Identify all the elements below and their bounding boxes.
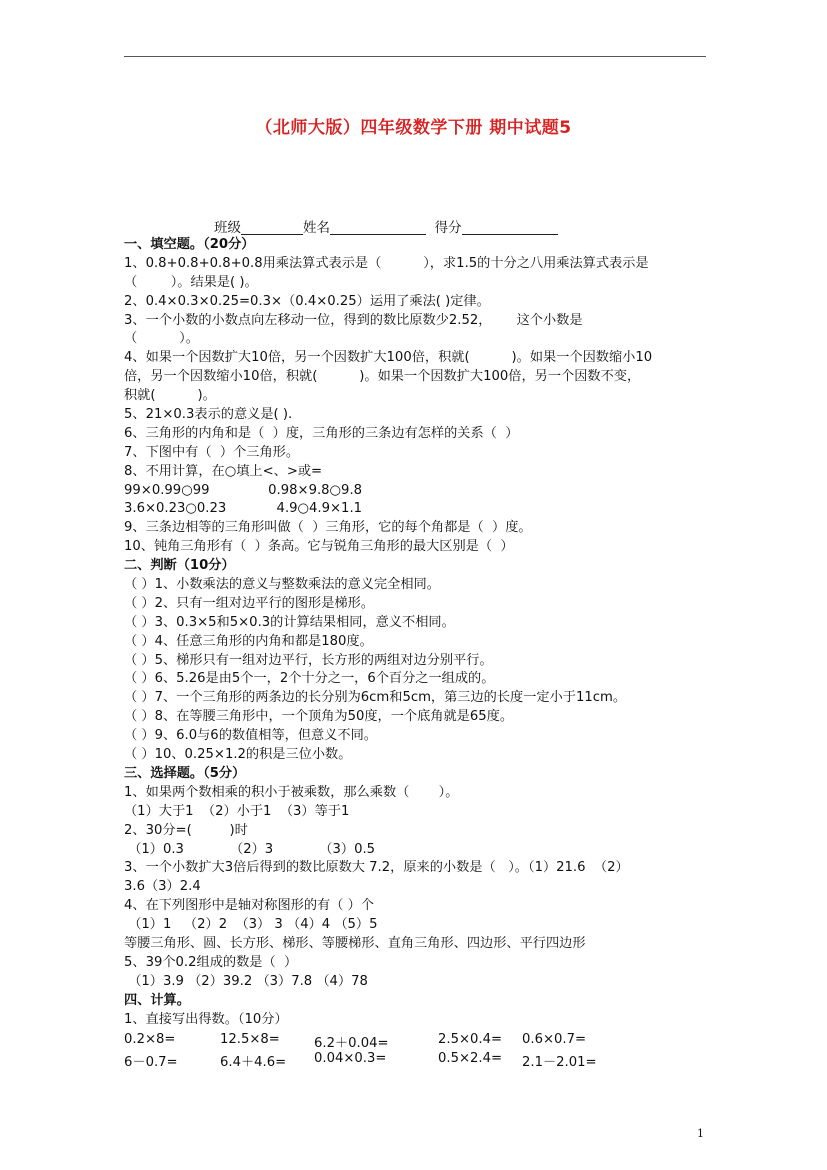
question-line: （ ）10、0.25×1.2的积是三位小数。	[124, 747, 352, 763]
question-line: 1、如果两个数相乘的积小于被乘数，那么乘数（ ）。	[124, 784, 459, 800]
class-label: 班级	[214, 220, 241, 236]
question-line: （1）大于1 （2）小于1 （3）等于1	[124, 803, 350, 819]
calc-item: 0.5×2.4=	[438, 1051, 503, 1066]
question-line: 1、0.8+0.8+0.8+0.8用乘法算式表示是（ ），求1.5的十分之八用乘法算式表示是	[124, 255, 649, 271]
question-line: （ ）5、梯形只有一组对边平行，长方形的两组对边分别平行。	[124, 652, 493, 668]
question-line: 2、0.4×0.3×0.25=0.3×（0.4×0.25）运用了乘法( )定律。	[124, 293, 490, 309]
section-heading: 一、填空题。（20分）	[124, 237, 255, 252]
question-line: 4、如果一个因数扩大10倍，另一个因数扩大100倍，积就( )。如果一个因数缩小10	[124, 350, 653, 366]
question-line: 倍，另一个因数缩小10倍，积就( )。如果一个因数扩大100倍，另一个因数不变，	[124, 369, 641, 385]
question-line: 10、钝角三角形有（ ）条高。它与锐角三角形的最大区别是（ ）	[124, 539, 514, 555]
calc-item: 2.5×0.4=	[438, 1032, 503, 1047]
question-line: 3.6（3）2.4	[124, 879, 201, 895]
question-line: （1）1 （2）2 （3） 3 （4）4 （5）5	[124, 917, 378, 933]
class-blank[interactable]	[241, 220, 303, 235]
question-line: 5、39个0.2组成的数是（ ）	[124, 954, 298, 970]
question-line: （ ）6、5.26是由5个一，2个十分之一，6个百分之一组成的。	[124, 671, 495, 687]
score-blank[interactable]	[462, 220, 558, 235]
question-line: （ ）9、6.0与6的数值相等，但意义不同。	[124, 728, 377, 744]
question-line: （ ）8、在等腰三角形中，一个顶角为50度，一个底角就是65度。	[124, 709, 514, 725]
question-line: 5、21×0.3表示的意义是( ).	[124, 407, 293, 423]
question-line: 7、下图中有（ ）个三角形。	[124, 444, 300, 460]
question-line: 1、直接写出得数。（10分）	[124, 1011, 288, 1027]
calc-item: 6.2＋0.04=	[314, 1036, 389, 1051]
question-line: 9、三条边相等的三角形叫做（ ）三角形，它的每个角都是（ ）度。	[124, 520, 532, 536]
question-line: （ ）1、小数乘法的意义与整数乘法的意义完全相同。	[124, 577, 440, 593]
calc-item: 6.4＋4.6=	[220, 1055, 287, 1070]
question-line: 等腰三角形、圆、长方形、梯形、等腰梯形、直角三角形、四边形、平行四边形	[124, 935, 586, 951]
question-body	[124, 236, 714, 1029]
question-line: （ ）7、一个三角形的两条边的长分别为6cm和5cm，第三边的长度一定小于11cm。	[124, 690, 627, 706]
header-rule	[124, 56, 706, 57]
question-line: 8、不用计算，在○填上<、>或=	[124, 463, 323, 479]
question-line: （ ）。	[124, 331, 199, 347]
calc-item: 0.04×0.3=	[314, 1051, 387, 1066]
student-info-line	[214, 216, 558, 236]
question-line: 2、30分=( )时	[124, 822, 248, 838]
calc-item: 6－0.7=	[124, 1055, 178, 1070]
question-line: 3、一个小数扩大3倍后得到的数比原数大 7.2，原来的小数是（ ）。（1）21.6 （2）	[124, 860, 629, 876]
question-line: 99×0.99○99 0.98×9.8○9.8	[124, 482, 363, 498]
question-line: 4、在下列图形中是轴对称图形的有（ ）个	[124, 898, 374, 914]
question-line: （1）0.3 （2）3 （3）0.5	[124, 841, 376, 857]
calc-item: 0.2×8=	[124, 1032, 176, 1047]
calc-item: 2.1－2.01=	[522, 1055, 597, 1070]
question-line: （ ）3、0.3×5和5×0.3的计算结果相同，意义不相同。	[124, 614, 455, 630]
question-line: （ ）。结果是( )。	[124, 274, 258, 290]
question-line: （ ）2、只有一组对边平行的图形是梯形。	[124, 595, 374, 611]
name-label: 姓名	[303, 220, 330, 236]
calc-item: 12.5×8=	[220, 1032, 280, 1047]
score-label: 得分	[434, 220, 462, 236]
section-heading: 三、选择题。（5分）	[124, 765, 246, 781]
question-line: （1）3.9 （2）39.2 （3）7.8 （4）78	[124, 973, 368, 989]
question-line: 3.6×0.23○0.23 4.9○4.9×1.1	[124, 501, 363, 517]
name-blank[interactable]	[330, 220, 426, 235]
question-line: （ ）4、任意三角形的内角和都是180度。	[124, 633, 373, 649]
question-line: 3、一个小数的小数点向左移动一位，得到的数比原数少2.52， 这个小数是	[124, 312, 583, 328]
question-line: 积就( )。	[124, 388, 216, 404]
calc-item: 0.6×0.7=	[522, 1032, 587, 1047]
page-number: 1	[697, 1127, 704, 1140]
section-heading: 四、计算。	[124, 992, 190, 1008]
page-title: （北师大版）四年级数学下册 期中试题5	[255, 118, 572, 138]
question-line: 6、三角形的内角和是（ ）度，三角形的三条边有怎样的关系（ ）	[124, 425, 519, 441]
section-heading: 二、判断（10分）	[124, 558, 235, 574]
